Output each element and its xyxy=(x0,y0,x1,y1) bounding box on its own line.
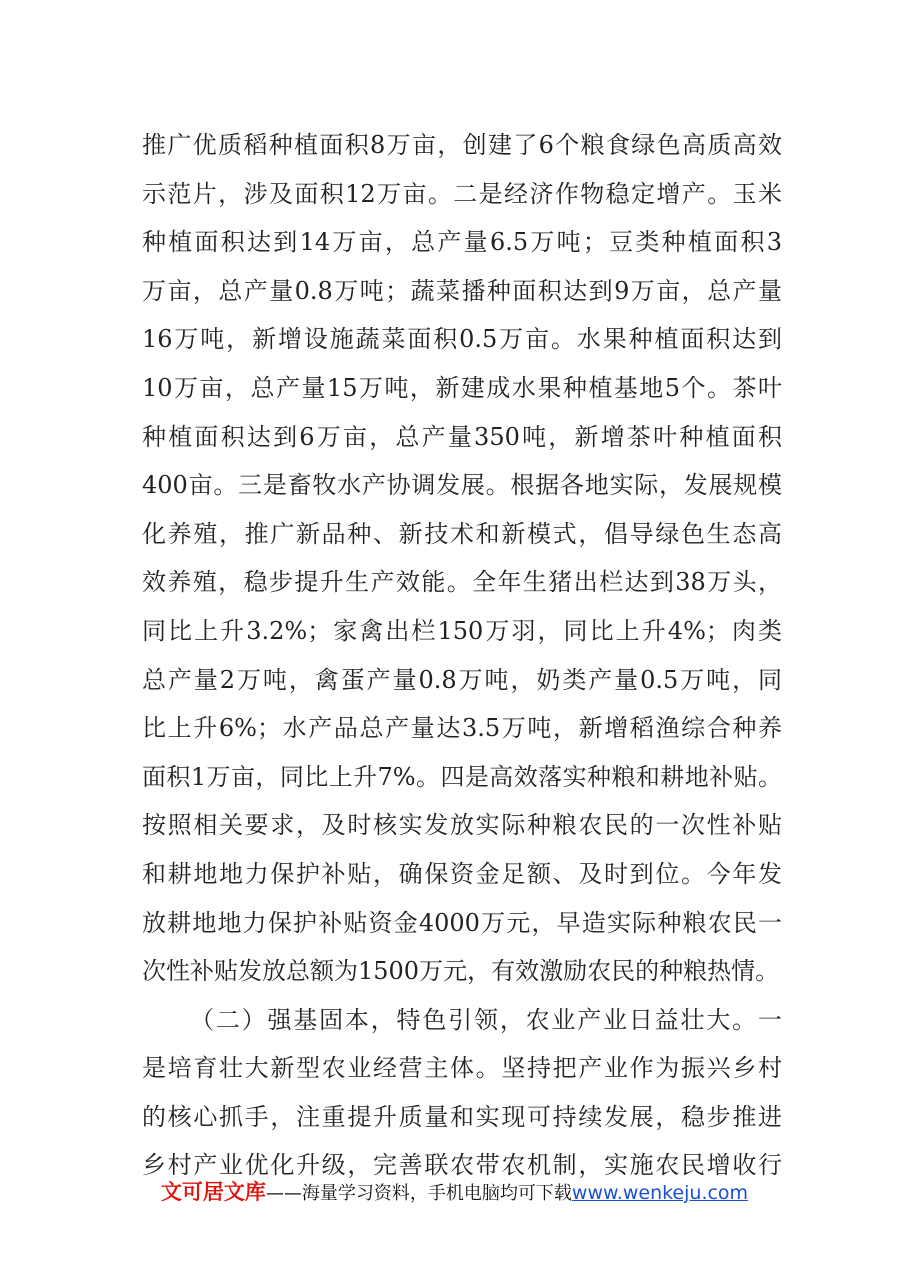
text-line: 按照相关要求，及时核实发放实际种粮农民的一次性补贴 xyxy=(142,811,782,840)
text-line: 和耕地地力保护补贴，确保资金足额、及时到位。今年发 xyxy=(142,859,782,888)
text-line: 同比上升3.2%；家禽出栏150万羽，同比上升4%；肉类 xyxy=(142,616,782,645)
text-line: 400亩。三是畜牧水产协调发展。根据各地实际，发展规模 xyxy=(142,471,782,500)
text-line: 总产量2万吨，禽蛋产量0.8万吨，奶类产量0.5万吨，同 xyxy=(142,665,782,694)
text-line: 示范片，涉及面积12万亩。二是经济作物稳定增产。玉米 xyxy=(142,179,782,208)
footer-tagline: ——海量学习资料，手机电脑均可下载 xyxy=(265,1183,572,1204)
text-line: 乡村产业优化升级，完善联农带农机制，实施农民增收行 xyxy=(142,1151,782,1180)
text-line: 种植面积达到14万亩，总产量6.5万吨；豆类种植面积3 xyxy=(142,228,782,257)
footer-brand: 文可居文库 xyxy=(160,1180,266,1204)
text-line: 比上升6%；水产品总产量达3.5万吨，新增稻渔综合种养 xyxy=(142,714,782,743)
text-line: 面积1万亩，同比上升7%。四是高效落实种粮和耕地补贴。 xyxy=(142,762,782,791)
document-body xyxy=(142,121,782,1190)
text-line: 万亩，总产量0.8万吨；蔬菜播种面积达到9万亩，总产量 xyxy=(142,276,782,305)
text-line: 效养殖，稳步提升生产效能。全年生猪出栏达到38万头， xyxy=(142,568,782,597)
footer-banner xyxy=(0,1176,909,1206)
text-line: 次性补贴发放总额为1500万元，有效激励农民的种粮热情。 xyxy=(142,957,780,986)
text-line: 是培育壮大新型农业经营主体。坚持把产业作为振兴乡村 xyxy=(142,1054,782,1083)
text-line: 的核心抓手，注重提升质量和实现可持续发展，稳步推进 xyxy=(142,1102,782,1131)
text-line: 种植面积达到6万亩，总产量350吨，新增茶叶种植面积 xyxy=(142,422,782,451)
text-line: 化养殖，推广新品种、新技术和新模式，倡导绿色生态高 xyxy=(142,519,782,548)
text-line: 16万吨，新增设施蔬菜面积0.5万亩。水果种植面积达到 xyxy=(142,325,782,354)
text-line: 10万亩，总产量15万吨，新建成水果种植基地5个。茶叶 xyxy=(142,373,782,402)
text-line: 推广优质稻种植面积8万亩，创建了6个粮食绿色高质高效 xyxy=(142,131,782,159)
text-line: 放耕地地力保护补贴资金4000万元，早造实际种粮农民一 xyxy=(142,908,782,937)
footer-link[interactable]: www.wenkeju.com xyxy=(571,1182,749,1204)
section-heading-line: （二）强基固本，特色引领，农业产业日益壮大。一 xyxy=(190,1005,782,1034)
